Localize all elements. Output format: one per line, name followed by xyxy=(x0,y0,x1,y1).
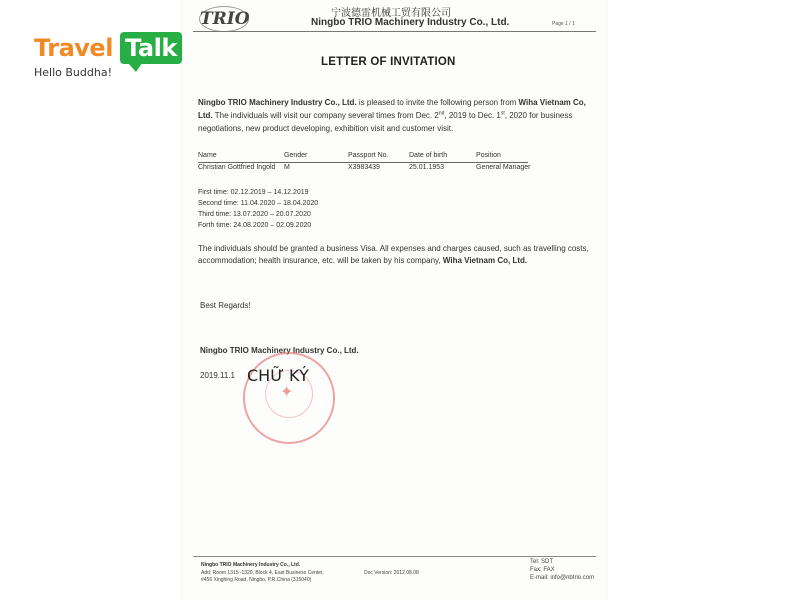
cell-gender: M xyxy=(284,164,290,171)
intro-sup-1: nd xyxy=(438,110,445,117)
intro-text-2: The individuals will visit our company several times from Dec. 2 xyxy=(212,111,439,120)
visitor-table xyxy=(198,152,531,176)
footer-contacts xyxy=(530,558,594,582)
footer-address-line: Add: Room 1315~1320, Block 4, East Business Center, xyxy=(201,570,324,576)
trio-logo: TRIO xyxy=(199,6,249,32)
footer-address-line: #456 Xinghing Road, Ningbo, P.R.China (315040) xyxy=(201,577,312,583)
footer-address xyxy=(201,570,324,584)
cell-dob: 25.01.1953 xyxy=(409,164,445,171)
table-header-row xyxy=(198,152,528,164)
brand-tagline: Hello Buddha! xyxy=(34,66,112,79)
brand-word-travel: Travel xyxy=(34,34,113,62)
col-position: Position xyxy=(476,152,501,159)
signature-company: Ningbo TRIO Machinery Industry Co., Ltd. xyxy=(200,346,359,355)
footer-tel: Tel: SDT xyxy=(530,559,554,565)
signature-label: CHỮ KÝ xyxy=(247,366,309,385)
brand-word-talk: Talk xyxy=(120,32,182,64)
brand-wordmark xyxy=(34,34,177,62)
intro-paragraph xyxy=(198,96,592,135)
cell-passport: X3983439 xyxy=(348,164,380,171)
col-passport: Passport No. xyxy=(348,152,389,159)
intro-text-1: is pleased to invite the following person from xyxy=(356,98,519,107)
footer-doc-version: Doc Version: 2012.08.08 xyxy=(364,570,419,576)
table-row xyxy=(198,164,531,176)
company-chinese-name: 宁波德雷机械工贸有限公司 xyxy=(331,8,451,19)
seal-star-icon: ✦ xyxy=(280,384,294,401)
visit-item: Second time: 11.04.2020 – 18.04.2020 xyxy=(198,200,319,207)
visit-item: Forth time: 24.08.2020 – 02.09.2020 xyxy=(198,222,312,229)
traveltalk-logo xyxy=(34,32,184,82)
visit-schedule xyxy=(198,187,318,231)
footer-fax: Fax: FAX xyxy=(530,567,555,573)
letter-date: 2019.11.1 xyxy=(200,371,235,380)
table-divider xyxy=(198,162,528,163)
host-company: Ningbo TRIO Machinery Industry Co., Ltd. xyxy=(198,98,357,107)
intro-sup-2: st xyxy=(500,110,505,117)
col-gender: Gender xyxy=(284,152,308,159)
page-number: Page 1 / 1 xyxy=(552,21,575,27)
expenses-paragraph xyxy=(198,243,592,267)
visit-item: Third time: 13.07.2020 – 20.07.2020 xyxy=(198,211,311,218)
cell-position: General Manager xyxy=(476,164,531,171)
intro-text-4: , 2020 for business negotiations, new product developing, exhibition visit and customer visit. xyxy=(198,111,573,133)
invitation-letter xyxy=(183,0,606,600)
footer-company: Ningbo TRIO Machinery Industry Co., Ltd. xyxy=(201,562,301,568)
col-dob: Date of birth xyxy=(409,152,448,159)
guest-company: Wiha Vietnam Co, Ltd. xyxy=(198,98,586,120)
expenses-company: Wiha Vietnam Co, Ltd. xyxy=(442,256,528,265)
intro-text-3: , 2019 to Dec. 1 xyxy=(444,111,501,120)
col-name: Name xyxy=(198,152,217,159)
visit-item: First time: 02.12.2019 – 14.12.2019 xyxy=(198,189,309,196)
closing-regards: Best Regards! xyxy=(200,301,251,310)
header-divider xyxy=(193,31,596,32)
footer-divider xyxy=(193,556,596,557)
cell-name: Christian Gottfried Ingold xyxy=(198,164,276,171)
letter-title: LETTER OF INVITATION xyxy=(321,56,456,68)
expenses-text: The individuals should be granted a business Visa. All expenses and charges caused, such as travelling costs, accommodation; health insurance, etc. will be taken by his company, xyxy=(198,244,589,265)
letterhead-company: Ningbo TRIO Machinery Industry Co., Ltd. xyxy=(311,17,510,28)
footer-email: E-mail: info@nbtrio.com xyxy=(530,575,595,581)
